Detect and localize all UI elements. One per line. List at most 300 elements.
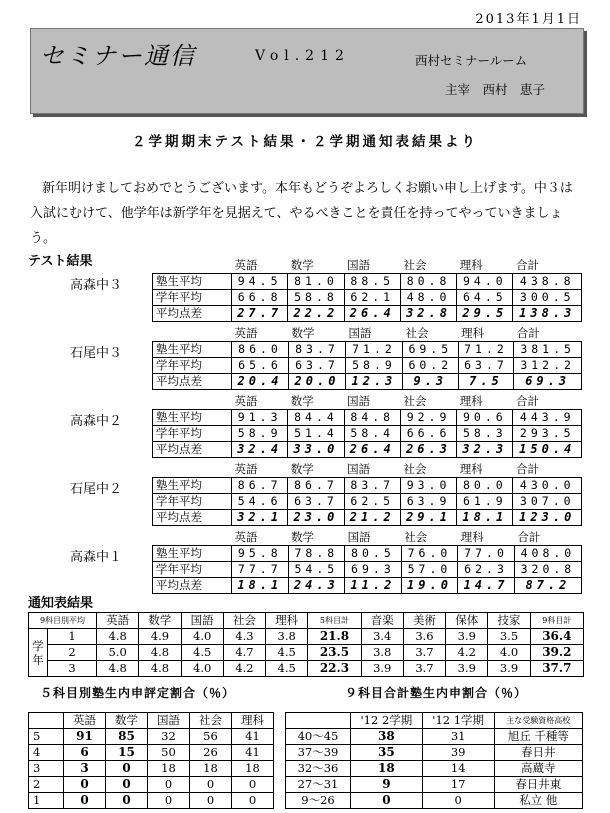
row-label: 塾生平均 <box>153 546 232 562</box>
greeting-paragraph: 新年明けましておめでとうございます。本年もどうぞよろしくお願い申し上げます。中３は入試にむけて、他学年は新学年を見据えて、やるべきことを責任を持ってやっていきましょう。 <box>30 181 573 246</box>
subject-header: 社会 <box>400 394 456 410</box>
grade-number: 3 <box>48 661 97 677</box>
grade-average: 3.5 <box>488 629 530 645</box>
ratio-cell: 0 <box>106 761 148 777</box>
ratio-cell: 0 <box>351 793 423 809</box>
score-cell: 80.5 <box>345 546 402 562</box>
ratio-cell: 0 <box>422 793 494 809</box>
grade-average: 4.2 <box>446 645 488 661</box>
school-name: 高森中２ <box>70 414 123 429</box>
grade-average: 4.7 <box>223 645 265 661</box>
subject-header: 英語 <box>232 326 289 342</box>
score-cell: 63.9 <box>400 494 456 510</box>
subject-header: 英語 <box>64 713 106 729</box>
score-cell: 63.7 <box>458 358 514 374</box>
organization-name: 西村セミナールーム <box>415 53 528 68</box>
ratio-cell: 91 <box>64 729 106 745</box>
subject-header: 数学 <box>106 713 148 729</box>
table-row <box>153 426 582 442</box>
score-cell: 60.2 <box>402 358 458 374</box>
issue-date: 2013年1月1日 <box>475 12 582 27</box>
ratio-cell: 56 <box>190 729 232 745</box>
table-row <box>153 494 582 510</box>
school-name: 高森中１ <box>70 550 123 565</box>
score-cell: 54.5 <box>288 562 345 578</box>
grade-average: 3.9 <box>446 661 488 677</box>
table-row <box>153 358 582 374</box>
score-cell: 22.2 <box>288 306 344 322</box>
report-card-heading: 通知表結果 <box>28 596 94 611</box>
score-cell: 65.6 <box>232 358 289 374</box>
score-cell: 307.0 <box>513 494 582 510</box>
score-cell: 58.4 <box>344 426 400 442</box>
host-name: 主宰 西村 恵子 <box>445 82 546 97</box>
rating-label: 4 <box>29 745 64 761</box>
grade-average: 4.8 <box>139 645 181 661</box>
grade-average: 4.8 <box>97 629 139 645</box>
score-range: 9～26 <box>286 793 351 809</box>
rating-label: 5 <box>29 729 64 745</box>
score-cell: 26.4 <box>344 306 400 322</box>
score-cell: 430.0 <box>513 478 582 494</box>
subject-header: 数学 <box>139 613 181 629</box>
ratio-cell: 0 <box>232 793 274 809</box>
score-cell: 61.9 <box>457 494 513 510</box>
subject-header: 合計 <box>513 462 582 478</box>
score-cell: 94.5 <box>232 274 288 290</box>
row-label: 学年平均 <box>153 562 232 578</box>
subject-header: 合計 <box>513 258 582 274</box>
grade-average: 4.9 <box>139 629 181 645</box>
subject-header: 英語 <box>232 530 289 546</box>
ratio-cell: 6 <box>64 745 106 761</box>
table-row <box>286 745 583 761</box>
score-cell: 93.0 <box>400 478 456 494</box>
subject-header: 英語 <box>97 613 139 629</box>
ratio-cell: 0 <box>148 793 190 809</box>
score-range: 40～45 <box>286 729 351 745</box>
score-cell: 77.0 <box>458 546 515 562</box>
ratio-cell: 0 <box>190 793 232 809</box>
score-cell: 150.4 <box>513 442 582 458</box>
row-label: 学年平均 <box>153 494 232 510</box>
table-row <box>29 645 584 661</box>
subject-header: 国語 <box>345 530 402 546</box>
subject-header: 社会 <box>400 462 456 478</box>
report-card-table <box>28 612 584 677</box>
score-cell: 138.3 <box>513 306 582 322</box>
score-cell: 84.4 <box>288 410 344 426</box>
score-cell: 88.5 <box>344 274 400 290</box>
table-row <box>29 729 274 745</box>
row-label: 平均点差 <box>153 510 232 526</box>
subject-header: 理科 <box>457 462 513 478</box>
score-cell: 14.7 <box>458 578 515 594</box>
score-cell: 64.5 <box>457 290 513 306</box>
subject-header: 5科目計 <box>308 613 361 629</box>
score-cell: 300.5 <box>513 290 582 306</box>
corner-cell <box>153 326 232 342</box>
score-cell: 32.4 <box>232 442 288 458</box>
row-label: 学年平均 <box>153 358 232 374</box>
table-row <box>29 745 274 761</box>
subject-header: 国語 <box>344 258 400 274</box>
score-cell: 48.0 <box>400 290 456 306</box>
row-label: 平均点差 <box>153 442 232 458</box>
score-cell: 95.8 <box>232 546 289 562</box>
score-cell: 86.7 <box>288 478 344 494</box>
ratio-cell: 高蔵寺 <box>494 761 582 777</box>
subject-header: 社会 <box>401 530 458 546</box>
score-cell: 33.0 <box>288 442 344 458</box>
ratio-cell: 0 <box>64 777 106 793</box>
subject-header: 理科 <box>458 326 514 342</box>
score-cell: 32.8 <box>400 306 456 322</box>
grade-average: 3.9 <box>361 661 403 677</box>
score-cell: 80.0 <box>457 478 513 494</box>
school-name: 石尾中２ <box>70 482 123 497</box>
ratio-cell: 0 <box>64 793 106 809</box>
ratio-cell: 私立 他 <box>494 793 582 809</box>
grade-average: 23.5 <box>308 645 361 661</box>
grade-average: 4.8 <box>97 661 139 677</box>
nine-subject-ratio-table <box>285 712 583 809</box>
score-range: 37～39 <box>286 745 351 761</box>
score-cell: 24.3 <box>288 578 345 594</box>
ratio-cell: 26 <box>190 745 232 761</box>
table-row <box>153 510 582 526</box>
row-label: 塾生平均 <box>153 274 232 290</box>
score-cell: 9.3 <box>402 374 458 390</box>
grade-average: 3.8 <box>361 645 403 661</box>
ratio-cell: 32 <box>148 729 190 745</box>
grade-average: 4.0 <box>181 661 223 677</box>
score-cell: 23.0 <box>288 510 344 526</box>
score-cell: 76.0 <box>401 546 458 562</box>
score-cell: 62.3 <box>458 562 515 578</box>
score-cell: 19.0 <box>401 578 458 594</box>
table-row <box>29 661 584 677</box>
score-cell: 7.5 <box>458 374 514 390</box>
subject-header: 合計 <box>514 530 581 546</box>
subject-header: 国語 <box>344 394 400 410</box>
table-row <box>29 761 274 777</box>
grade-average: 4.0 <box>488 645 530 661</box>
grade-number: 2 <box>48 645 97 661</box>
ratio-cell: 18 <box>232 761 274 777</box>
grade-number: 1 <box>48 629 97 645</box>
ratio-cell: 18 <box>148 761 190 777</box>
table-row <box>153 290 582 306</box>
row-label: 平均点差 <box>153 306 232 322</box>
score-cell: 26.4 <box>344 442 400 458</box>
grade-average: 36.4 <box>530 629 583 645</box>
test-table-3 <box>152 462 582 526</box>
score-cell: 77.7 <box>232 562 289 578</box>
grade-average: 3.4 <box>361 629 403 645</box>
ratio-cell: 85 <box>106 729 148 745</box>
score-cell: 63.7 <box>288 494 344 510</box>
score-cell: 58.9 <box>232 426 288 442</box>
subject-header: 9科目計 <box>530 613 583 629</box>
subject-header: 理科 <box>232 713 274 729</box>
score-cell: 438.8 <box>513 274 582 290</box>
score-cell: 78.8 <box>288 546 345 562</box>
subject-header: 国語 <box>181 613 223 629</box>
table-row <box>153 410 582 426</box>
school-name: 石尾中３ <box>70 346 123 361</box>
column-header: '12 1学期 <box>422 713 494 729</box>
ratio-cell: 春日井東 <box>494 777 582 793</box>
score-cell: 83.7 <box>344 478 400 494</box>
score-cell: 381.5 <box>514 342 582 358</box>
score-cell: 320.8 <box>514 562 581 578</box>
score-cell: 90.6 <box>457 410 513 426</box>
score-cell: 312.2 <box>514 358 582 374</box>
score-cell: 87.2 <box>514 578 581 594</box>
score-cell: 293.5 <box>513 426 582 442</box>
score-cell: 57.0 <box>401 562 458 578</box>
subject-header: 音楽 <box>361 613 403 629</box>
rating-label: 3 <box>29 761 64 777</box>
score-cell: 51.4 <box>288 426 344 442</box>
score-cell: 18.1 <box>457 510 513 526</box>
table-row <box>153 562 582 578</box>
five-subject-ratio-table <box>28 712 274 809</box>
main-title: ２学期期末テスト結果・２学期通知表結果より <box>132 134 478 150</box>
score-cell: 62.5 <box>344 494 400 510</box>
ratio-cell: 0 <box>148 777 190 793</box>
grade-average: 3.8 <box>266 629 308 645</box>
corner-cell <box>153 394 232 410</box>
ratio-cell: 18 <box>190 761 232 777</box>
subject-header: 数学 <box>288 462 344 478</box>
row-label: 塾生平均 <box>153 342 232 358</box>
score-cell: 92.9 <box>400 410 456 426</box>
table-row <box>286 793 583 809</box>
corner-cell <box>286 713 351 729</box>
ratio-cell: 35 <box>351 745 423 761</box>
score-cell: 123.0 <box>513 510 582 526</box>
ratio-cell: 0 <box>106 793 148 809</box>
table-row <box>29 629 584 645</box>
corner-cell: 9科目別平均 <box>29 613 97 629</box>
grade-average: 3.7 <box>403 661 445 677</box>
corner-cell <box>153 258 232 274</box>
score-cell: 408.0 <box>514 546 581 562</box>
ratio-cell: 春日井 <box>494 745 582 761</box>
ratio-cell: 15 <box>106 745 148 761</box>
table-row <box>153 306 582 322</box>
grade-average: 22.3 <box>308 661 361 677</box>
table-row <box>286 777 583 793</box>
score-range: 32～36 <box>286 761 351 777</box>
score-cell: 32.3 <box>457 442 513 458</box>
grade-average: 3.6 <box>403 629 445 645</box>
score-cell: 71.2 <box>458 342 514 358</box>
score-cell: 32.1 <box>232 510 288 526</box>
subject-header: 数学 <box>288 258 344 274</box>
row-label: 学年平均 <box>153 426 232 442</box>
test-table-4 <box>152 530 582 594</box>
ratio-cell: 14 <box>422 761 494 777</box>
subject-header: 英語 <box>232 258 288 274</box>
grade-average: 4.2 <box>223 661 265 677</box>
subject-header: 国語 <box>148 713 190 729</box>
grade-average: 4.8 <box>139 661 181 677</box>
grade-average: 5.0 <box>97 645 139 661</box>
score-cell: 91.3 <box>232 410 288 426</box>
grade-average: 3.9 <box>446 629 488 645</box>
subject-header: 合計 <box>514 326 582 342</box>
score-cell: 86.0 <box>232 342 289 358</box>
score-cell: 27.7 <box>232 306 288 322</box>
column-header: 主な受験資格高校 <box>494 713 582 729</box>
score-cell: 71.2 <box>345 342 402 358</box>
table-row <box>29 777 274 793</box>
table-row <box>153 546 582 562</box>
grade-average: 4.5 <box>266 661 308 677</box>
corner-cell <box>153 462 232 478</box>
grade-average: 39.2 <box>530 645 583 661</box>
grade-average: 4.3 <box>223 629 265 645</box>
ratio-cell: 18 <box>351 761 423 777</box>
grade-average: 37.7 <box>530 661 583 677</box>
five-subject-ratio-heading: ５科目別塾生内申評定割合（％） <box>40 686 236 700</box>
score-cell: 69.3 <box>514 374 582 390</box>
test-results-heading: テスト結果 <box>28 254 93 269</box>
ratio-cell: 3 <box>64 761 106 777</box>
score-cell: 58.8 <box>288 290 344 306</box>
score-cell: 66.8 <box>232 290 288 306</box>
grade-average: 3.9 <box>488 661 530 677</box>
ratio-cell: 17 <box>422 777 494 793</box>
score-cell: 84.8 <box>344 410 400 426</box>
subject-header: 技家 <box>488 613 530 629</box>
score-cell: 83.7 <box>288 342 345 358</box>
subject-header: 数学 <box>288 394 344 410</box>
ratio-cell: 0 <box>106 777 148 793</box>
school-name: 高森中３ <box>70 278 123 293</box>
ratio-cell: 50 <box>148 745 190 761</box>
table-row <box>153 342 582 358</box>
table-row <box>153 274 582 290</box>
subject-header: 数学 <box>288 326 345 342</box>
ratio-cell: 41 <box>232 729 274 745</box>
score-cell: 86.7 <box>232 478 288 494</box>
subject-header: 英語 <box>232 462 288 478</box>
score-cell: 69.5 <box>402 342 458 358</box>
score-cell: 29.5 <box>457 306 513 322</box>
subject-header: 理科 <box>457 258 513 274</box>
score-cell: 18.1 <box>232 578 289 594</box>
subject-header: 理科 <box>457 394 513 410</box>
subject-header: 保体 <box>446 613 488 629</box>
score-cell: 20.4 <box>232 374 289 390</box>
score-cell: 443.9 <box>513 410 582 426</box>
row-label: 学年平均 <box>153 290 232 306</box>
subject-header: 美術 <box>403 613 445 629</box>
table-row <box>286 761 583 777</box>
subject-header: 英語 <box>232 394 288 410</box>
grade-average: 3.7 <box>403 645 445 661</box>
grade-label: 学年 <box>29 629 48 677</box>
score-cell: 21.2 <box>344 510 400 526</box>
table-row <box>286 729 583 745</box>
grade-average: 4.5 <box>181 645 223 661</box>
subject-header: 理科 <box>458 530 515 546</box>
ratio-cell: 31 <box>422 729 494 745</box>
ratio-cell: 旭丘 千種等 <box>494 729 582 745</box>
table-row <box>153 374 582 390</box>
table-row <box>29 793 274 809</box>
subject-header: 国語 <box>345 326 402 342</box>
corner-cell <box>153 530 232 546</box>
subject-header: 理科 <box>266 613 308 629</box>
grade-average: 4.0 <box>181 629 223 645</box>
score-cell: 12.3 <box>345 374 402 390</box>
rating-label: 2 <box>29 777 64 793</box>
subject-header: 社会 <box>223 613 265 629</box>
grade-average: 4.5 <box>266 645 308 661</box>
score-cell: 29.1 <box>400 510 456 526</box>
nine-subject-ratio-heading: ９科目合計塾生内申割合（％） <box>345 686 528 700</box>
score-cell: 26.3 <box>400 442 456 458</box>
row-label: 塾生平均 <box>153 410 232 426</box>
score-cell: 66.6 <box>400 426 456 442</box>
test-table-2 <box>152 394 582 458</box>
ratio-cell: 38 <box>351 729 423 745</box>
newsletter-title: セミナー通信 <box>40 42 196 70</box>
rating-label: 1 <box>29 793 64 809</box>
score-cell: 80.8 <box>400 274 456 290</box>
score-cell: 63.7 <box>288 358 345 374</box>
row-label: 平均点差 <box>153 578 232 594</box>
grade-average: 21.8 <box>308 629 361 645</box>
table-row <box>153 578 582 594</box>
ratio-cell: 39 <box>422 745 494 761</box>
ratio-cell: 41 <box>232 745 274 761</box>
table-row <box>153 478 582 494</box>
subject-header: 社会 <box>400 258 456 274</box>
score-cell: 69.3 <box>345 562 402 578</box>
ratio-cell: 9 <box>351 777 423 793</box>
score-cell: 81.0 <box>288 274 344 290</box>
corner-cell <box>29 713 64 729</box>
score-range: 27～31 <box>286 777 351 793</box>
row-label: 平均点差 <box>153 374 232 390</box>
subject-header: 国語 <box>344 462 400 478</box>
test-table-1 <box>152 326 582 390</box>
test-table-0 <box>152 258 582 322</box>
score-cell: 58.9 <box>345 358 402 374</box>
score-cell: 94.0 <box>457 274 513 290</box>
subject-header: 社会 <box>402 326 458 342</box>
volume-number: Vol.212 <box>255 48 350 64</box>
subject-header: 合計 <box>513 394 582 410</box>
ratio-cell: 0 <box>190 777 232 793</box>
score-cell: 58.3 <box>457 426 513 442</box>
score-cell: 20.0 <box>288 374 345 390</box>
table-row <box>153 442 582 458</box>
score-cell: 54.6 <box>232 494 288 510</box>
subject-header: 社会 <box>190 713 232 729</box>
subject-header: 数学 <box>288 530 345 546</box>
score-cell: 62.1 <box>344 290 400 306</box>
column-header: '12 2学期 <box>351 713 423 729</box>
row-label: 塾生平均 <box>153 478 232 494</box>
ratio-cell: 0 <box>232 777 274 793</box>
